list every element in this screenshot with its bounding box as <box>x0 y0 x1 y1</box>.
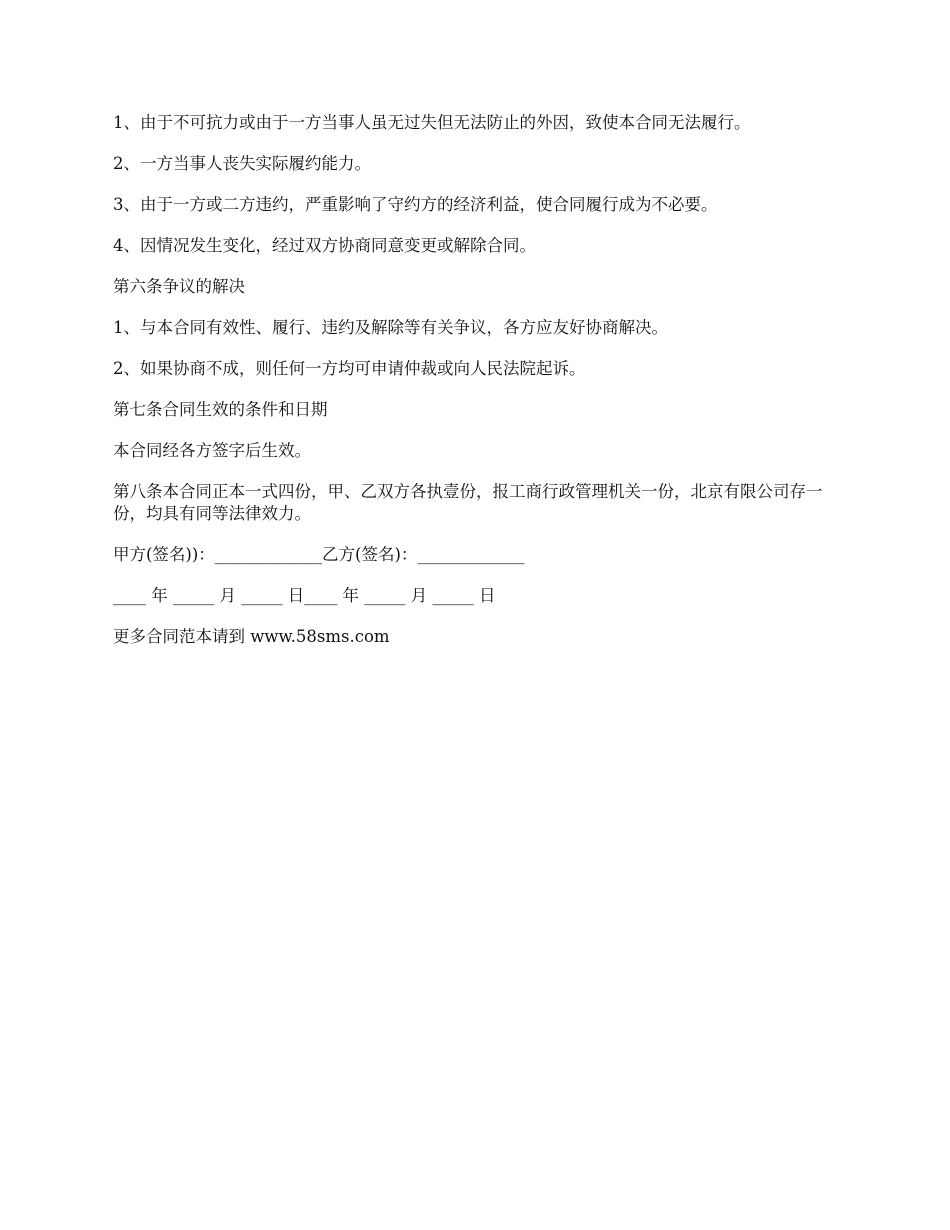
date-line: ____ 年 _____ 月 _____ 日____ 年 _____ 月 _____ 日 <box>113 586 496 605</box>
dispute-item-1: 1、与本合同有效性、履行、违约及解除等有关争议，各方应友好协商解决。 <box>113 318 668 337</box>
dispute-item-2: 2、如果协商不成，则任何一方均可申请仲裁或向人民法院起诉。 <box>113 359 586 378</box>
article-6-heading: 第六条争议的解决 <box>113 277 245 296</box>
effective-clause: 本合同经各方签字后生效。 <box>113 441 311 460</box>
clause-item-3: 3、由于一方或二方违约，严重影响了守约方的经济利益，使合同履行成为不必要。 <box>113 195 718 214</box>
signature-line: 甲方(签名))：_____________乙方(签名)：_____________ <box>113 545 525 564</box>
article-8-clause: 第八条本合同正本一式四份，甲、乙双方各执壹份，报工商行政管理机关一份，北京有限公司存一份，均具有同等法律效力。 <box>113 482 823 523</box>
article-7-heading: 第七条合同生效的条件和日期 <box>113 400 328 419</box>
clause-item-1: 1、由于不可抗力或由于一方当事人虽无过失但无法防止的外因，致使本合同无法履行。 <box>113 113 751 132</box>
clause-item-4: 4、因情况发生变化，经过双方协商同意变更或解除合同。 <box>113 236 536 255</box>
document-body <box>113 112 843 667</box>
clause-item-2: 2、一方当事人丧失实际履约能力。 <box>113 154 371 173</box>
footer-note: 更多合同范本请到 www.58sms.com <box>113 627 390 646</box>
